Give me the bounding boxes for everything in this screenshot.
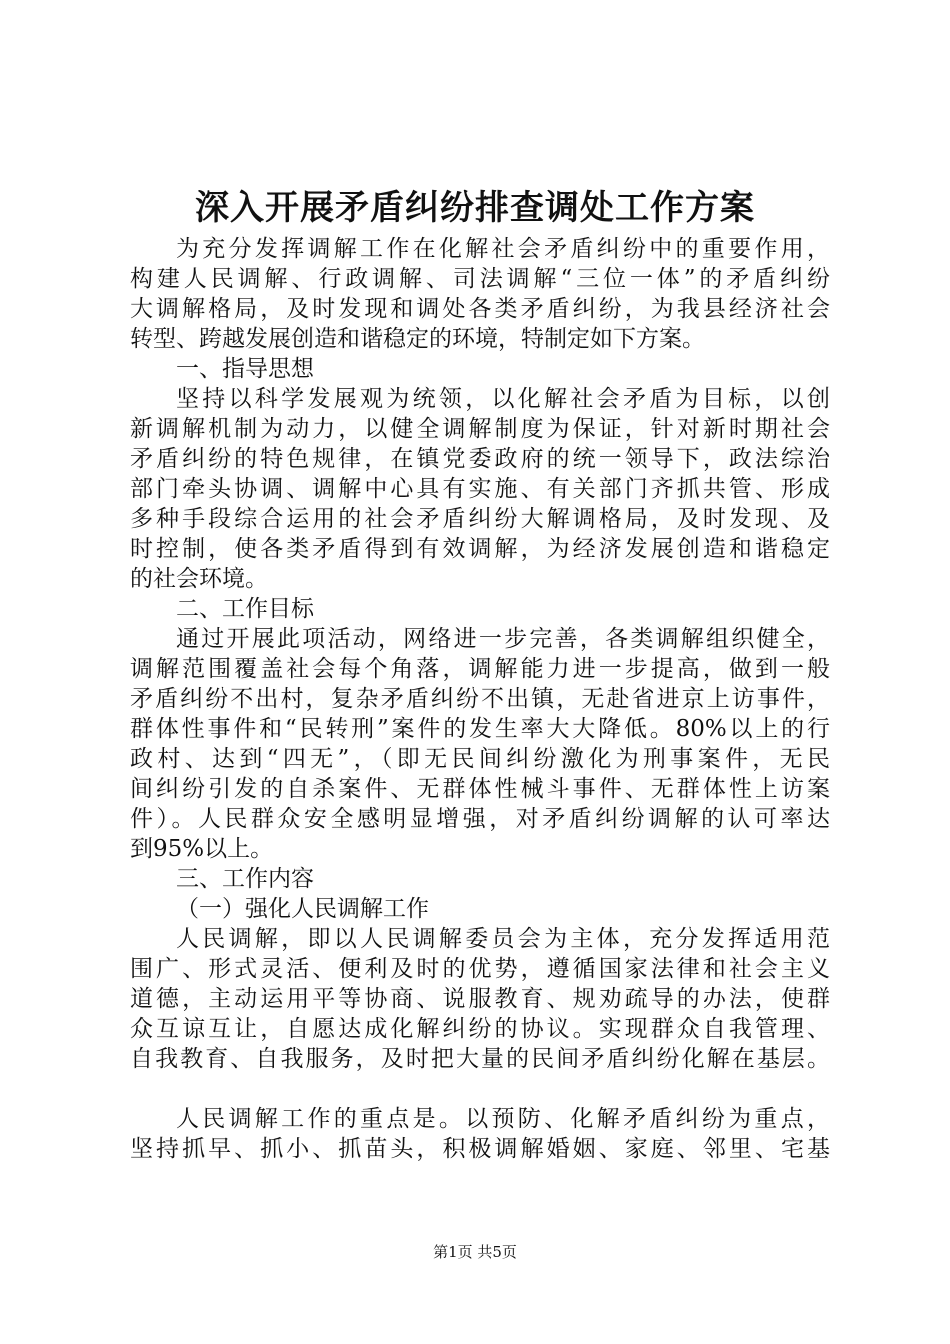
body-line: 矛盾纠纷不出村，复杂矛盾纠纷不出镇，无赴省进京上访事件， xyxy=(130,686,830,712)
body-line: 通过开展此项活动，网络进一步完善，各类调解组织健全， xyxy=(176,626,830,652)
subsection-heading: （一）强化人民调解工作 xyxy=(176,896,429,922)
body-line: 围广、形式灵活、便利及时的优势，遵循国家法律和社会主义 xyxy=(130,956,830,982)
body-line: 的社会环境。 xyxy=(130,566,268,592)
body-line: 坚持抓早、抓小、抓苗头，积极调解婚姻、家庭、邻里、宅基 xyxy=(130,1136,830,1162)
body-line: 调解范围覆盖社会每个角落，调解能力进一步提高，做到一般 xyxy=(130,656,830,682)
body-line: 自我教育、自我服务，及时把大量的民间矛盾纠纷化解在基层。 xyxy=(130,1046,830,1072)
body-line: 转型、跨越发展创造和谐稳定的环境，特制定如下方案。 xyxy=(130,326,705,352)
body-line: 新调解机制为动力，以健全调解制度为保证，针对新时期社会 xyxy=(130,416,830,442)
body-line: 众互谅互让，自愿达成化解纠纷的协议。实现群众自我管理、 xyxy=(130,1016,830,1042)
section-heading: 一、指导思想 xyxy=(176,356,314,382)
body-line: 人民调解工作的重点是。以预防、化解矛盾纠纷为重点， xyxy=(176,1106,830,1132)
body-line: 政村、达到“四无”，（即无民间纠纷激化为刑事案件，无民 xyxy=(130,746,830,772)
body-line: 时控制，使各类矛盾得到有效调解，为经济发展创造和谐稳定 xyxy=(130,536,830,562)
body-line: 到95%以上。 xyxy=(130,836,274,862)
body-line: 矛盾纠纷的特色规律，在镇党委政府的统一领导下，政法综治 xyxy=(130,446,830,472)
body-line: 构建人民调解、行政调解、司法调解“三位一体”的矛盾纠纷 xyxy=(130,266,830,292)
body-line: 道德，主动运用平等协商、说服教育、规劝疏导的办法，使群 xyxy=(130,986,830,1012)
body-line: 人民调解，即以人民调解委员会为主体，充分发挥适用范 xyxy=(176,926,830,952)
body-line: 间纠纷引发的自杀案件、无群体性械斗事件、无群体性上访案 xyxy=(130,776,830,802)
document-title: 深入开展矛盾纠纷排查调处工作方案 xyxy=(195,188,755,228)
body-line: 件）。人民群众安全感明显增强，对矛盾纠纷调解的认可率达 xyxy=(130,806,830,832)
body-line: 坚持以科学发展观为统领，以化解社会矛盾为目标，以创 xyxy=(176,386,830,412)
body-line: 为充分发挥调解工作在化解社会矛盾纠纷中的重要作用， xyxy=(176,236,830,262)
section-heading: 三、工作内容 xyxy=(176,866,314,892)
page-indicator: 第1页 共5页 xyxy=(433,1243,517,1261)
section-heading: 二、工作目标 xyxy=(176,596,314,622)
body-line: 多种手段综合运用的社会矛盾纠纷大解调格局，及时发现、及 xyxy=(130,506,830,532)
document-body xyxy=(130,234,830,1164)
body-line: 大调解格局，及时发现和调处各类矛盾纠纷，为我县经济社会 xyxy=(130,296,830,322)
body-line: 部门牵头协调、调解中心具有实施、有关部门齐抓共管、形成 xyxy=(130,476,830,502)
blank-line xyxy=(130,1074,830,1104)
body-line: 群体性事件和“民转刑”案件的发生率大大降低。80%以上的行 xyxy=(130,716,830,742)
